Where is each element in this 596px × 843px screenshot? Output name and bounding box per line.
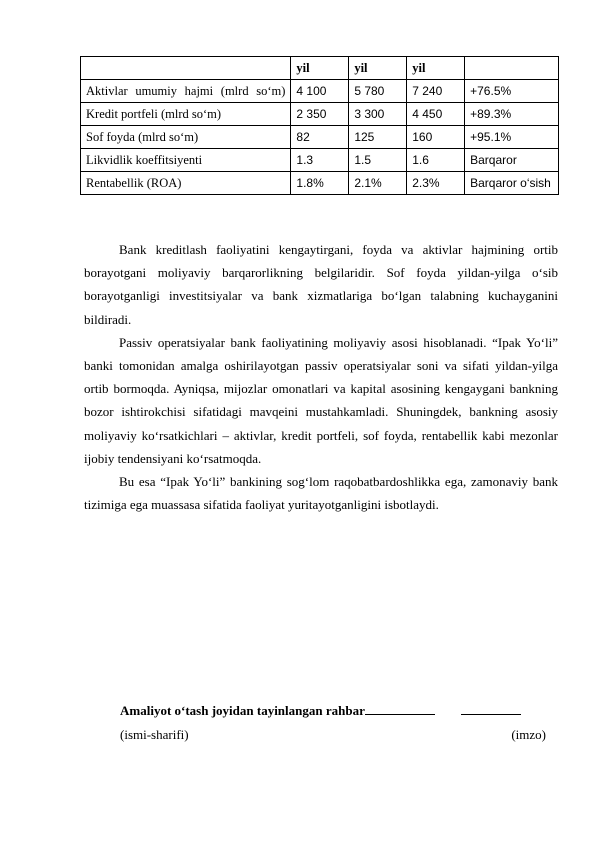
row-value: 1.3: [291, 149, 349, 172]
row-label: Kredit portfeli (mlrd so‘m): [81, 103, 291, 126]
header-cell-year: yil: [349, 57, 407, 80]
row-value: 2.3%: [407, 172, 465, 195]
row-change: +76.5%: [465, 80, 559, 103]
row-value: 2 350: [291, 103, 349, 126]
row-value: 4 100: [291, 80, 349, 103]
financial-indicators-table: [80, 56, 559, 195]
table-header-row: [81, 57, 559, 80]
row-change: +89.3%: [465, 103, 559, 126]
signature-blank: [461, 702, 521, 715]
signature-line: [120, 702, 550, 719]
name-caption: (ismi-sharifi): [120, 727, 189, 742]
row-change: +95.1%: [465, 126, 559, 149]
row-value: 125: [349, 126, 407, 149]
table-row: [81, 126, 559, 149]
name-blank: [365, 702, 435, 715]
row-value: 160: [407, 126, 465, 149]
paragraph: Bu esa “Ipak Yo‘li” bankining sog‘lom raqobatbardoshlikka ega, zamonaviy bank tizimiga ega muassasa sifatida faoliyat yuritayotganligini isbotlaydi.: [84, 474, 558, 513]
header-cell: [81, 57, 291, 80]
row-value: 2.1%: [349, 172, 407, 195]
paragraph: Bank kreditlash faoliyatini kengaytirgani, foyda va aktivlar hajmining ortib borayotgani moliyaviy barqarorlikning belgilaridir. Sof foyda yildan-yilga o‘sib borayotganligi investitsiyalar va bank xizmatlariga bo‘lgan talabning kuchayganini bildiradi.: [84, 242, 558, 327]
row-change: Barqaror: [465, 149, 559, 172]
table-row: [81, 80, 559, 103]
signature-block: [120, 702, 550, 745]
row-value: 1.8%: [291, 172, 349, 195]
supervisor-title: Amaliyot o‘tash joyidan tayinlangan rahbar: [120, 703, 365, 718]
row-value: 5 780: [349, 80, 407, 103]
table-row: [81, 103, 559, 126]
header-cell: [465, 57, 559, 80]
row-label: Aktivlar umumiy hajmi (mlrd so‘m): [81, 80, 291, 103]
table-row: [81, 172, 559, 195]
row-value: 7 240: [407, 80, 465, 103]
signature-captions: [120, 727, 550, 745]
paragraph: Passiv operatsiyalar bank faoliyatining moliyaviy asosi hisoblanadi. “Ipak Yo‘li” banki tomonidan amalga oshirilayotgan passiv operatsiyalar soni va sifati yildan-yilga ortib bormoqda. Ayniqsa, mijozlar omonatlari va kapital asosining kengaygani bankning bozor ishtirokchisi sifatidagi mavqeini mustahkamladi. Shuningdek, bankning asosiy moliyaviy ko‘rsatkichlari – aktivlar, kredit portfeli, sof foyda, rentabellik kabi mezonlar ijobiy tendensiyani ko‘rsatmoqda.: [84, 334, 558, 466]
row-value: 4 450: [407, 103, 465, 126]
row-label: Sof foyda (mlrd so‘m): [81, 126, 291, 149]
row-value: 1.6: [407, 149, 465, 172]
header-cell-year: yil: [291, 57, 349, 80]
table-row: [81, 149, 559, 172]
body-text: [84, 238, 558, 516]
signature-caption: (imzo): [511, 727, 546, 742]
row-change: Barqaror o‘sish: [465, 172, 559, 195]
row-value: 82: [291, 126, 349, 149]
row-value: 1.5: [349, 149, 407, 172]
row-value: 3 300: [349, 103, 407, 126]
header-cell-year: yil: [407, 57, 465, 80]
row-label: Likvidlik koeffitsiyenti: [81, 149, 291, 172]
row-label: Rentabellik (ROA): [81, 172, 291, 195]
